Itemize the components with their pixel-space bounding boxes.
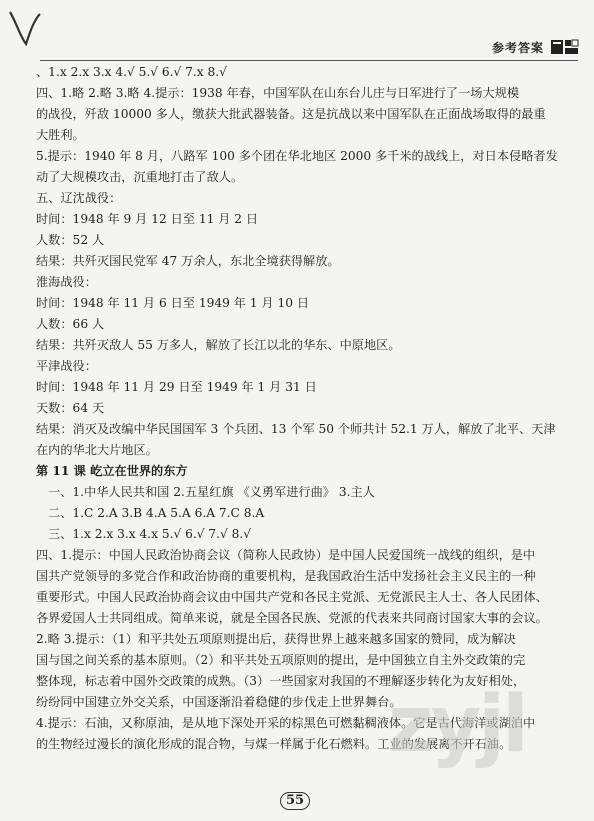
text-line: 2.略 3.提示：（1）和平共处五项原则提出后，获得世界上越来越多国家的赞同，成为解决 xyxy=(36,632,516,646)
text-line: 结果：消灭及改编中华民国国军 3 个兵团、13 个军 50 个师共计 52.1 万人，解放了北平、天津 xyxy=(36,422,556,436)
text-line: 重要形式。中国人民政治协商会议由中国共产党和各民主党派、无党派民主人士、各人民团体、 xyxy=(36,590,548,604)
answer-text xyxy=(36,62,564,755)
lesson-heading: 第 11 课 屹立在世界的东方 xyxy=(36,464,188,478)
text-line: 整体现，标志着中国外交政策的成熟。（3）一些国家对我国的不理解逐步转化为友好相处， xyxy=(36,674,526,688)
text-line: 时间：1948 年 9 月 12 日至 11 月 2 日 xyxy=(36,212,259,226)
text-line: 一、1.中华人民共和国 2.五星红旗 《义勇军进行曲》 3.主人 xyxy=(48,485,375,499)
book-logo-icon xyxy=(550,38,580,56)
text-line: 动了大规模攻击，沉重地打击了敌人。 xyxy=(36,170,244,184)
text-line: 天数：64 天 xyxy=(36,401,105,415)
text-line: 各界爱国人士共同组成。简单来说，就是全国各民族、党派的代表来共同商讨国家大事的会议。 xyxy=(36,611,548,625)
header-rule xyxy=(40,60,578,61)
text-line: 时间：1948 年 11 月 29 日至 1949 年 1 月 31 日 xyxy=(36,380,317,394)
text-line: 国与国之间关系的基本原则。（2）和平共处五项原则的提出，是中国独立自主外交政策的完 xyxy=(36,653,526,667)
text-line: 四、1.略 2.略 3.略 4.提示：1938 年春，中国军队在山东台儿庄与日军进行了一场大规模 xyxy=(36,86,520,100)
text-line: 平津战役： xyxy=(36,359,97,373)
text-line: 的生物经过漫长的演化形成的混合物，与煤一样属于化石燃料。工业的发展离不开石油。 xyxy=(36,737,512,751)
text-line: 的战役，歼敌 10000 多人，缴获大批武器装备。这是抗战以来中国军队在正面战场取得的最重 xyxy=(36,107,546,121)
text-line: 5.提示：1940 年 8 月，八路军 100 多个团在华北地区 2000 多千米的战线上，对日本侵略者发 xyxy=(36,149,558,163)
page-number: 55 xyxy=(280,792,310,810)
corner-scribble-icon xyxy=(6,8,42,48)
text-line: 淮海战役： xyxy=(36,275,97,289)
text-line: 结果：共歼灭国民党军 47 万余人，东北全境获得解放。 xyxy=(36,254,340,268)
text-line: 三、1.x 2.x 3.x 4.x 5.√ 6.√ 7.√ 8.√ xyxy=(48,527,252,541)
page-header xyxy=(492,36,580,58)
text-line: 4.提示：石油，又称原油，是从地下深处开采的棕黑色可燃黏稠液体。它是古代海洋或湖泊中 xyxy=(36,716,536,730)
watermark xyxy=(388,662,588,782)
text-line: 二、1.C 2.A 3.B 4.A 5.A 6.A 7.C 8.A xyxy=(48,506,265,520)
text-line: 时间：1948 年 11 月 6 日至 1949 年 1 月 10 日 xyxy=(36,296,310,310)
header-title: 参考答案 xyxy=(491,40,544,55)
text-line: 人数：52 人 xyxy=(36,233,105,247)
text-line: 五、辽沈战役： xyxy=(36,191,122,205)
text-line: 纷纷同中国建立外交关系，中国逐渐沿着稳健的步伐走上世界舞台。 xyxy=(36,695,402,709)
text-line: 大胜利。 xyxy=(36,128,85,142)
text-line: 、1.x 2.x 3.x 4.√ 5.√ 6.√ 7.x 8.√ xyxy=(36,65,227,79)
watermark-text: zyjl xyxy=(388,680,526,770)
text-line: 四、1.提示：中国人民政治协商会议（简称人民政协）是中国人民爱国统一战线的组织，是中 xyxy=(36,548,536,562)
text-line: 结果：共歼灭敌人 55 万多人，解放了长江以北的华东、中原地区。 xyxy=(36,338,401,352)
text-line: 国共产党领导的多党合作和政治协商的重要机构，是我国政治生活中发扬社会主义民主的一种 xyxy=(36,569,536,583)
text-line: 人数：66 人 xyxy=(36,317,105,331)
text-line: 在内的华北大片地区。 xyxy=(36,443,158,457)
